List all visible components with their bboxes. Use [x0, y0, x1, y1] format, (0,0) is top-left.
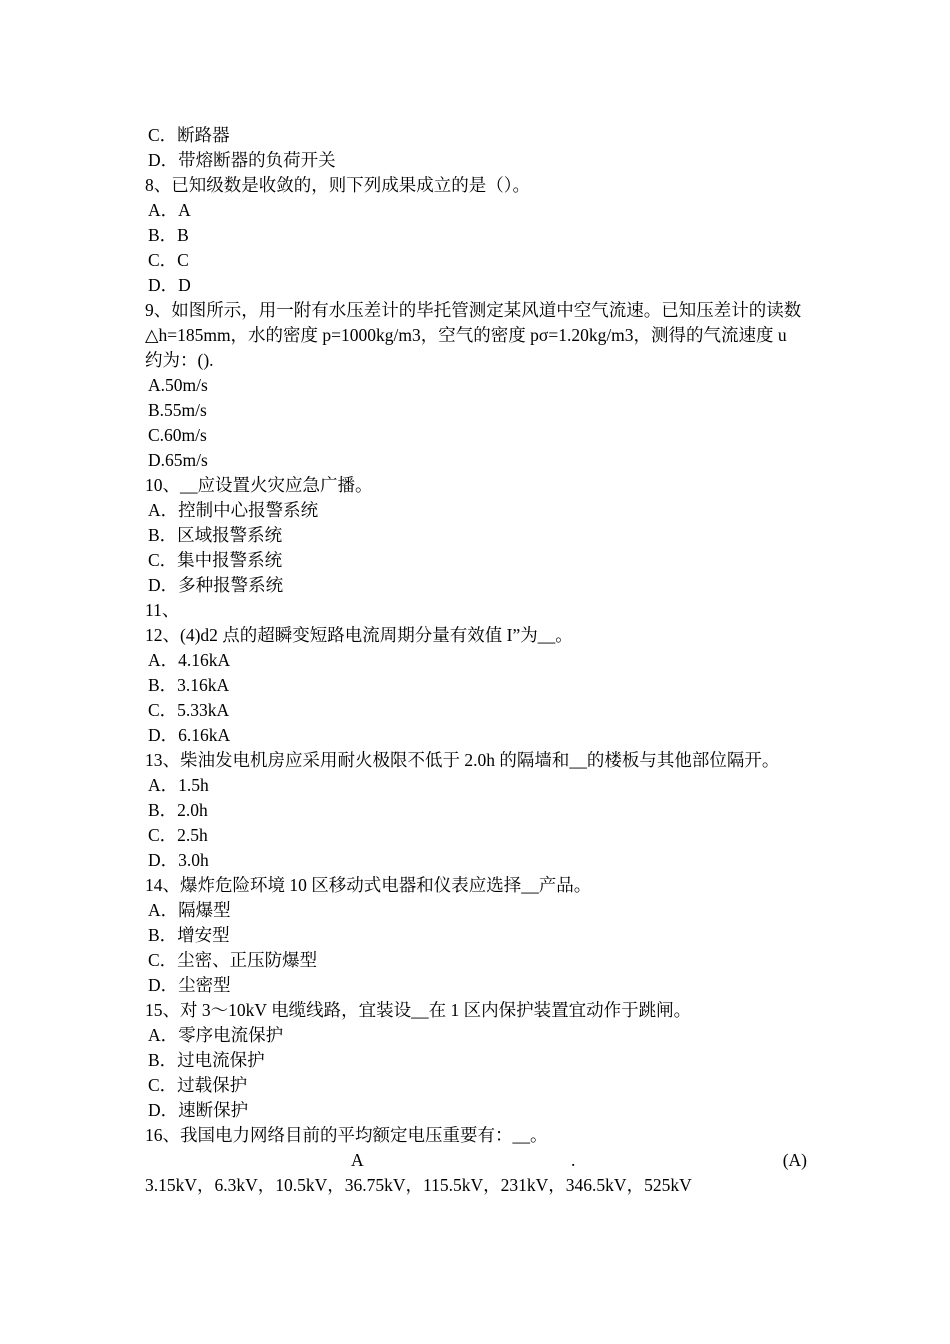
question-15-option-c: C．过载保护 [148, 1075, 248, 1095]
question-13-option-a: A．1.5h [148, 775, 209, 795]
question-10-option-c: C．集中报警系统 [148, 550, 283, 570]
question-14-option-b: B．增安型 [148, 925, 230, 945]
question-8-option-c: C．C [148, 250, 189, 270]
question-8-stem: 8、已知级数是收敛的，则下列成果成立的是（）。 [145, 175, 530, 195]
question-13-option-b: B．2.0h [148, 800, 208, 820]
question-11-stem: 11、 [145, 600, 180, 620]
question-16-option-letter: A [351, 1150, 364, 1170]
question-14-option-a: A．隔爆型 [148, 900, 231, 920]
question-16-option-values: 3.15kV，6.3kV，10.5kV，36.75kV，115.5kV，231kV，346.5kV，525kV [145, 1175, 692, 1195]
option-c: C．断路器 [148, 125, 230, 145]
question-12-option-d: D．6.16kA [148, 725, 231, 745]
question-9-option-c: C.60m/s [148, 425, 207, 445]
question-8-option-d: D．D [148, 275, 191, 295]
question-13-stem: 13、柴油发电机房应采用耐火极限不低于 2.0h 的隔墙和__的楼板与其他部位隔开。 [145, 750, 780, 770]
option-d: D．带熔断器的负荷开关 [148, 150, 336, 170]
question-8-option-b: B．B [148, 225, 189, 245]
question-9-option-d: D.65m/s [148, 450, 208, 470]
question-16-option-dot: . [570, 1150, 576, 1170]
document-page [145, 123, 807, 1198]
question-10-stem: 10、__应设置火灾应急广播。 [145, 475, 373, 495]
question-15-option-d: D．速断保护 [148, 1100, 249, 1120]
question-14-option-d: D．尘密型 [148, 975, 231, 995]
question-13-option-c: C．2.5h [148, 825, 208, 845]
question-15-stem: 15、对 3～10kV 电缆线路，宜装设__在 1 区内保护装置宜动作于跳闸。 [145, 1000, 692, 1020]
question-12-stem: 12、(4)d2 点的超瞬变短路电流周期分量有效值 I”为__。 [145, 625, 573, 645]
question-12-option-c: C．5.33kA [148, 700, 230, 720]
question-9-option-a: A.50m/s [148, 375, 208, 395]
question-12-option-b: B．3.16kA [148, 675, 230, 695]
question-8-option-a: A．A [148, 200, 191, 220]
question-10-option-a: A．控制中心报警系统 [148, 500, 319, 520]
question-12-option-a: A．4.16kA [148, 650, 231, 670]
question-13-option-d: D．3.0h [148, 850, 209, 870]
question-10-option-b: B．区域报警系统 [148, 525, 283, 545]
question-14-option-c: C．尘密、正压防爆型 [148, 950, 318, 970]
question-16-option-tag: (A) [782, 1150, 807, 1170]
question-15-option-a: A．零序电流保护 [148, 1025, 284, 1045]
question-9-stem: 9、如图所示，用一附有水压差计的毕托管测定某风道中空气流速。已知压差计的读数△h=185mm，水的密度 p=1000kg/m3，空气的密度 pσ=1.20kg/m3，测得的气流速度 u 约为：(). [145, 300, 802, 370]
question-16-stem: 16、我国电力网络目前的平均额定电压重要有：__。 [145, 1125, 548, 1145]
question-9-option-b: B.55m/s [148, 400, 207, 420]
question-15-option-b: B．过电流保护 [148, 1050, 265, 1070]
question-10-option-d: D．多种报警系统 [148, 575, 284, 595]
question-14-stem: 14、爆炸危险环境 10 区移动式电器和仪表应选择__产品。 [145, 875, 592, 895]
question-16-option-row [145, 1148, 807, 1173]
